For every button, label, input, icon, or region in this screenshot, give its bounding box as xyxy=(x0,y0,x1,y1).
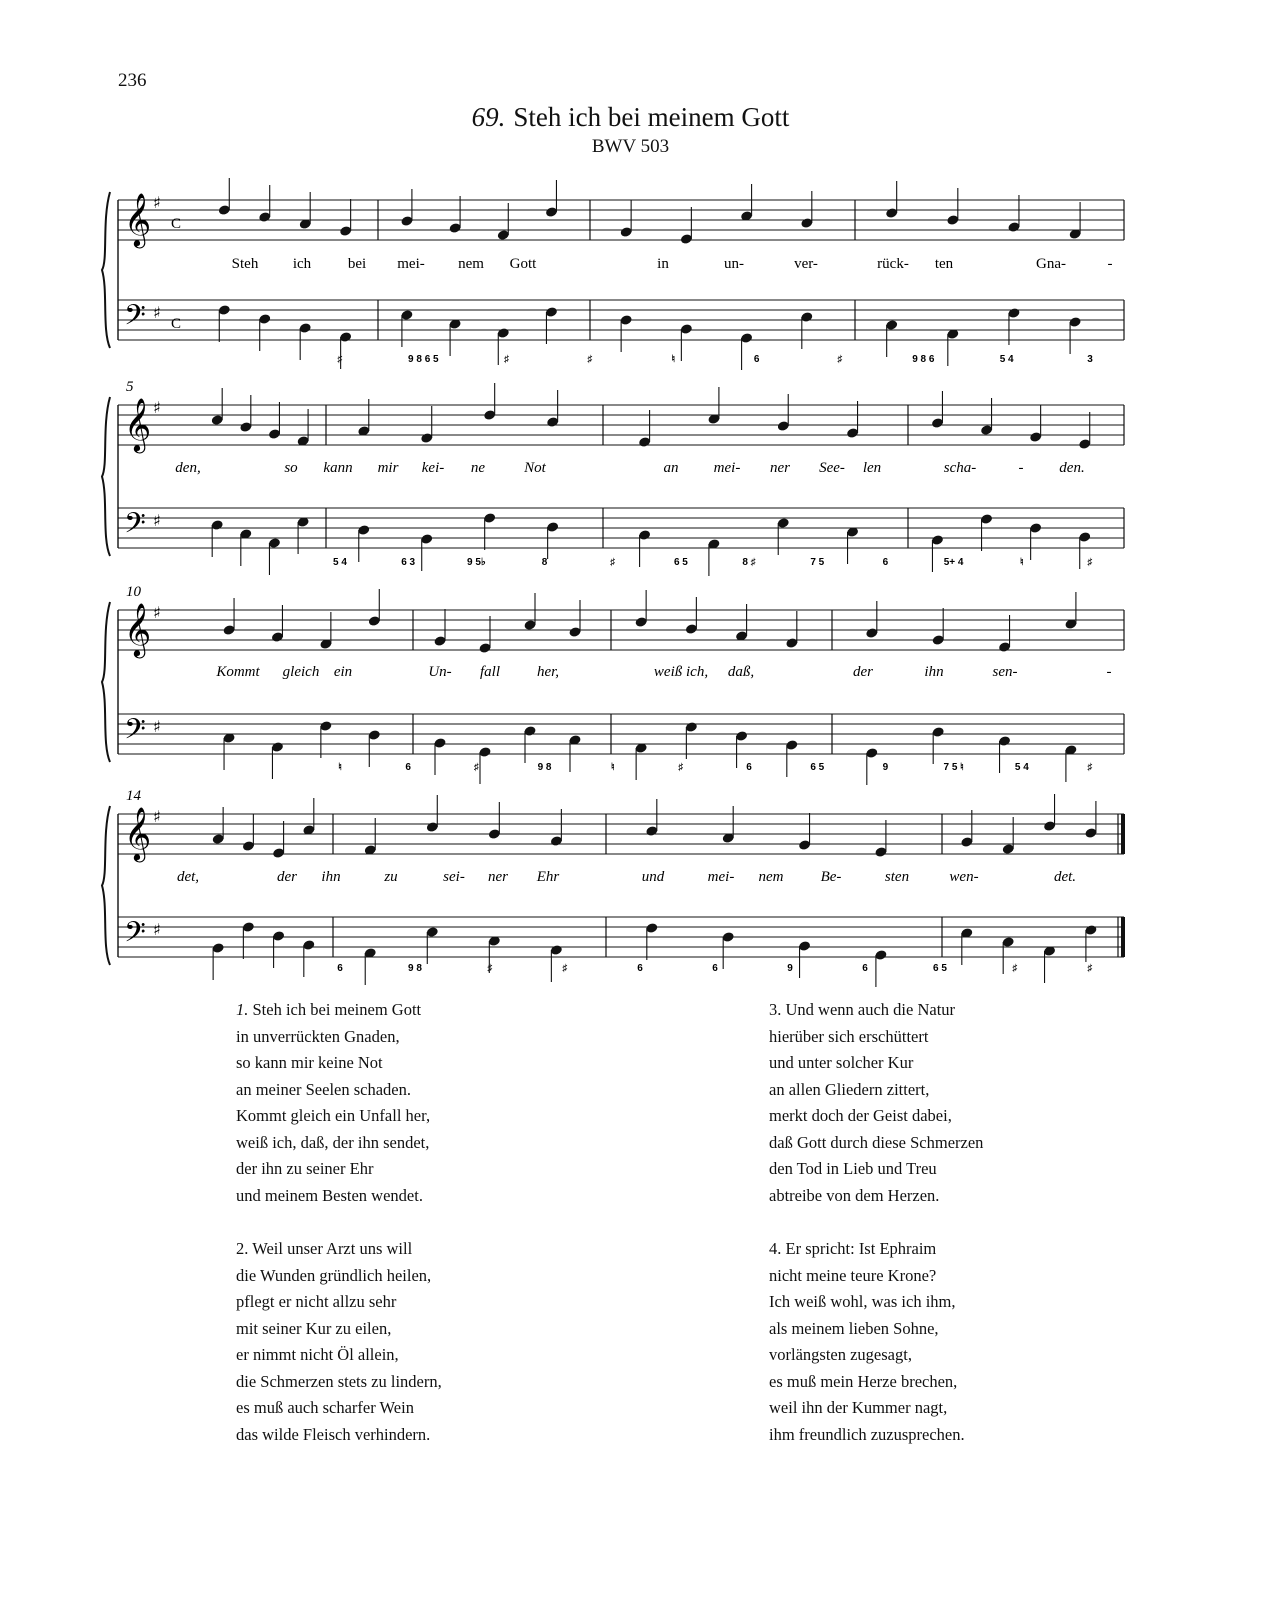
verse-line: 1. Steh ich bei meinem Gott xyxy=(236,1000,422,1019)
verse-line: Ich weiß wohl, was ich ihm, xyxy=(769,1292,956,1311)
figured-bass: 6 xyxy=(746,762,752,773)
time-signature-icon: C xyxy=(170,216,182,232)
verse-line: daß Gott durch diese Schmerzen xyxy=(769,1132,984,1152)
verse-line: das wilde Fleisch verhindern. xyxy=(236,1424,431,1444)
figured-bass: ♯ xyxy=(473,762,479,773)
lyric-syllable: ne xyxy=(470,460,486,476)
lyric-syllable: Un- xyxy=(428,664,452,680)
figured-bass: 9 8 xyxy=(408,963,422,974)
figured-bass: ♮ xyxy=(671,354,676,365)
lyric-syllable: her, xyxy=(536,664,560,680)
verse-number: 3. xyxy=(769,1000,786,1019)
figured-bass: 5 4 xyxy=(1014,762,1029,773)
lyric-syllable: mei- xyxy=(713,460,741,476)
verse-line: an meiner Seelen schaden. xyxy=(236,1079,412,1099)
figured-bass: 9 xyxy=(882,762,889,773)
figured-bass: ♯ xyxy=(504,354,510,365)
bass-clef-icon: 𝄢 xyxy=(124,916,146,956)
lyric-syllable: Kommt xyxy=(216,664,260,680)
lyric-syllable: in xyxy=(657,256,669,272)
sharp-icon: ♯ xyxy=(153,603,161,622)
figured-bass: 6 xyxy=(862,963,868,974)
verse-1 xyxy=(236,997,430,1209)
verse-line: hierüber sich erschüttert xyxy=(769,1026,929,1046)
verse-line: die Schmerzen stets zu lindern, xyxy=(236,1371,442,1391)
lyric-syllable: gleich xyxy=(282,664,320,680)
treble-clef-icon: 𝄞 xyxy=(124,192,152,246)
page-number: 236 xyxy=(118,70,147,91)
lyric-syllable: Gna- xyxy=(1036,256,1066,272)
figured-bass: 9 8 6 xyxy=(912,354,935,365)
brace xyxy=(102,806,110,965)
lyric-syllable: ver- xyxy=(794,256,818,272)
figured-bass: 3 xyxy=(1087,354,1093,365)
lyric-syllable: det. xyxy=(1053,869,1077,885)
figured-bass: ♯ xyxy=(562,963,568,974)
verse-line: nicht meine teure Krone? xyxy=(769,1265,937,1285)
lyric-syllable: rück- xyxy=(877,256,909,272)
verse-line: 4. Er spricht: Ist Ephraim xyxy=(769,1239,937,1258)
treble-clef-icon: 𝄞 xyxy=(124,602,152,656)
figured-bass: 8 ♯ xyxy=(742,557,756,568)
lyric-syllable: sen- xyxy=(992,664,1018,680)
figured-bass: 5 4 xyxy=(333,557,347,568)
figured-bass: ♮ xyxy=(610,762,615,773)
lyric-syllable: Ehr xyxy=(536,869,560,885)
verse-line: mit seiner Kur zu eilen, xyxy=(236,1318,392,1338)
verse-line: merkt doch der Geist dabei, xyxy=(769,1106,952,1125)
lyric-syllable: ihn xyxy=(321,869,341,885)
figured-bass: 6 xyxy=(337,963,343,974)
verse-number: 2. xyxy=(236,1239,253,1258)
lyric-syllable: zu xyxy=(384,869,398,885)
verse-line: der ihn zu seiner Ehr xyxy=(236,1159,374,1178)
lyric-syllable: mei- xyxy=(707,869,735,885)
lyric-syllable: bei xyxy=(347,256,367,272)
lyric-syllable: weiß ich, xyxy=(653,664,709,680)
figured-bass: ♮ xyxy=(1020,557,1024,568)
figured-bass: 6 5 xyxy=(933,963,947,974)
brace xyxy=(102,602,110,762)
figured-bass: ♯ xyxy=(678,762,684,773)
lyric-syllable: sei- xyxy=(443,869,465,885)
sharp-icon: ♯ xyxy=(153,193,161,212)
figured-bass: 7 5 ♮ xyxy=(943,762,964,773)
lyric-syllable: kei- xyxy=(421,460,445,476)
verse-line: den Tod in Lieb und Treu xyxy=(769,1159,937,1178)
figured-bass: 9 8 6 5 xyxy=(408,354,439,365)
figured-bass: 8 xyxy=(541,557,548,568)
lyric-syllable: scha- xyxy=(943,460,977,476)
verse-line: in unverrückten Gnaden, xyxy=(236,1026,400,1046)
measure-number: 10 xyxy=(126,584,141,600)
time-signature-icon: C xyxy=(170,316,182,332)
verse-line: so kann mir keine Not xyxy=(236,1053,383,1072)
verse-line: weil ihn der Kummer nagt, xyxy=(769,1398,948,1417)
lyric-syllable: ein xyxy=(333,664,353,680)
verse-number: 4. xyxy=(769,1239,786,1258)
lyric-syllable: der xyxy=(277,869,297,885)
lyric-syllable: sten xyxy=(884,869,910,885)
final-barline xyxy=(1121,917,1125,957)
lyric-syllable: so xyxy=(284,460,298,476)
verse-line: als meinem lieben Sohne, xyxy=(769,1318,939,1338)
verse-line: er nimmt nicht Öl allein, xyxy=(236,1345,399,1364)
figured-bass: ♯ xyxy=(610,557,616,568)
chorale-title: Steh ich bei meinem Gott xyxy=(513,102,790,132)
verse-line: ihm freundlich zuzusprechen. xyxy=(769,1424,965,1444)
verse-line: vorlängsten zugesagt, xyxy=(769,1345,912,1364)
lyric-syllable: See- xyxy=(819,460,845,476)
bass-clef-icon: 𝄢 xyxy=(124,299,146,339)
lyric-syllable: mei- xyxy=(397,256,425,272)
sharp-icon: ♯ xyxy=(153,398,161,417)
verse-line: und meinem Besten wendet. xyxy=(236,1185,423,1205)
lyric-syllable: ich xyxy=(292,256,312,272)
lyric-syllable: fall xyxy=(479,664,501,680)
figured-bass: 6 xyxy=(405,762,411,773)
verse-line: Kommt gleich ein Unfall her, xyxy=(236,1106,431,1125)
figured-bass: ♯ xyxy=(1087,762,1093,773)
lyric-syllable: - xyxy=(1107,256,1113,272)
figured-bass: ♯ xyxy=(487,963,493,974)
verse-line: abtreibe von dem Herzen. xyxy=(769,1185,940,1205)
lyric-syllable: kann xyxy=(323,460,353,476)
figured-bass: ♮ xyxy=(338,762,342,773)
lyric-syllable: nem xyxy=(458,256,484,272)
lyric-syllable: ihn xyxy=(924,664,944,680)
verse-line: es muß auch scharfer Wein xyxy=(236,1398,414,1417)
lyric-syllable: mir xyxy=(377,460,399,476)
lyric-syllable: Not xyxy=(524,460,546,476)
lyric-syllable: an xyxy=(663,460,679,476)
lyric-syllable: len xyxy=(862,460,882,476)
lyric-syllable: ner xyxy=(770,460,790,476)
brace xyxy=(102,397,110,556)
sharp-icon: ♯ xyxy=(153,303,161,322)
lyric-syllable: - xyxy=(1106,664,1112,680)
lyric-syllable: - xyxy=(1018,460,1024,476)
final-barline xyxy=(1121,814,1125,854)
verse-line: weiß ich, daß, der ihn sendet, xyxy=(236,1132,430,1152)
figured-bass: 7 5 xyxy=(810,557,825,568)
figured-bass: 5+ 4 xyxy=(943,557,964,568)
treble-clef-icon: 𝄞 xyxy=(124,806,152,860)
verse-line: die Wunden gründlich heilen, xyxy=(236,1265,432,1285)
lyric-syllable: daß, xyxy=(727,664,755,680)
treble-clef-icon: 𝄞 xyxy=(124,397,152,451)
verse-number: 1. xyxy=(236,1000,253,1019)
lyric-syllable: den, xyxy=(175,460,201,476)
sharp-icon: ♯ xyxy=(153,717,161,736)
bass-clef-icon: 𝄢 xyxy=(124,507,146,547)
figured-bass: ♯ xyxy=(587,354,593,365)
figured-bass: 9 5♭ xyxy=(467,557,486,568)
lyric-syllable: un- xyxy=(724,256,744,272)
brace xyxy=(102,192,110,348)
figured-bass: 6 5 xyxy=(810,762,825,773)
figured-bass: 6 5 xyxy=(673,557,688,568)
lyric-syllable: Gott xyxy=(509,256,537,272)
verse-line: pflegt er nicht allzu sehr xyxy=(236,1292,397,1311)
figured-bass: 5 4 xyxy=(999,354,1014,365)
verse-line: 2. Weil unser Arzt uns will xyxy=(236,1239,413,1258)
verse-4 xyxy=(769,1236,965,1448)
lyric-syllable: den. xyxy=(1059,460,1085,476)
figured-bass: 6 xyxy=(712,963,718,974)
lyric-syllable: ner xyxy=(488,869,508,885)
figured-bass: ♯ xyxy=(1087,963,1093,974)
figured-bass: ♯ xyxy=(837,354,843,365)
verse-3 xyxy=(769,997,983,1209)
figured-bass: 9 8 xyxy=(537,762,552,773)
catalog-number: BWV 503 xyxy=(591,136,670,157)
lyric-syllable: nem xyxy=(758,869,784,885)
measure-number: 5 xyxy=(126,379,134,395)
lyric-syllable: Steh xyxy=(231,256,259,272)
figured-bass: 9 xyxy=(787,963,793,974)
sharp-icon: ♯ xyxy=(153,920,161,939)
lyric-syllable: und xyxy=(641,869,665,885)
measure-number: 14 xyxy=(126,788,141,804)
chorale-number: 69. xyxy=(471,102,506,132)
verse-line: an allen Gliedern zittert, xyxy=(769,1079,930,1099)
figured-bass: 6 xyxy=(882,557,889,568)
verse-line: und unter solcher Kur xyxy=(769,1053,914,1072)
verse-line: 3. Und wenn auch die Natur xyxy=(769,1000,956,1019)
lyric-syllable: ten xyxy=(934,256,954,272)
verse-2 xyxy=(236,1236,442,1448)
lyric-syllable: der xyxy=(853,664,873,680)
lyric-syllable: wen- xyxy=(949,869,979,885)
figured-bass: 6 xyxy=(753,354,760,365)
figured-bass: ♯ xyxy=(337,354,343,365)
figured-bass: ♯ xyxy=(1012,963,1018,974)
bass-clef-icon: 𝄢 xyxy=(124,713,146,753)
verse-line: es muß mein Herze brechen, xyxy=(769,1371,958,1391)
figured-bass: 6 xyxy=(637,963,643,974)
figured-bass: 6 3 xyxy=(401,557,416,568)
figured-bass: ♯ xyxy=(1087,557,1093,568)
lyric-syllable: Be- xyxy=(820,869,842,885)
sharp-icon: ♯ xyxy=(153,807,161,826)
sharp-icon: ♯ xyxy=(153,511,161,530)
lyric-syllable: det, xyxy=(176,869,200,885)
